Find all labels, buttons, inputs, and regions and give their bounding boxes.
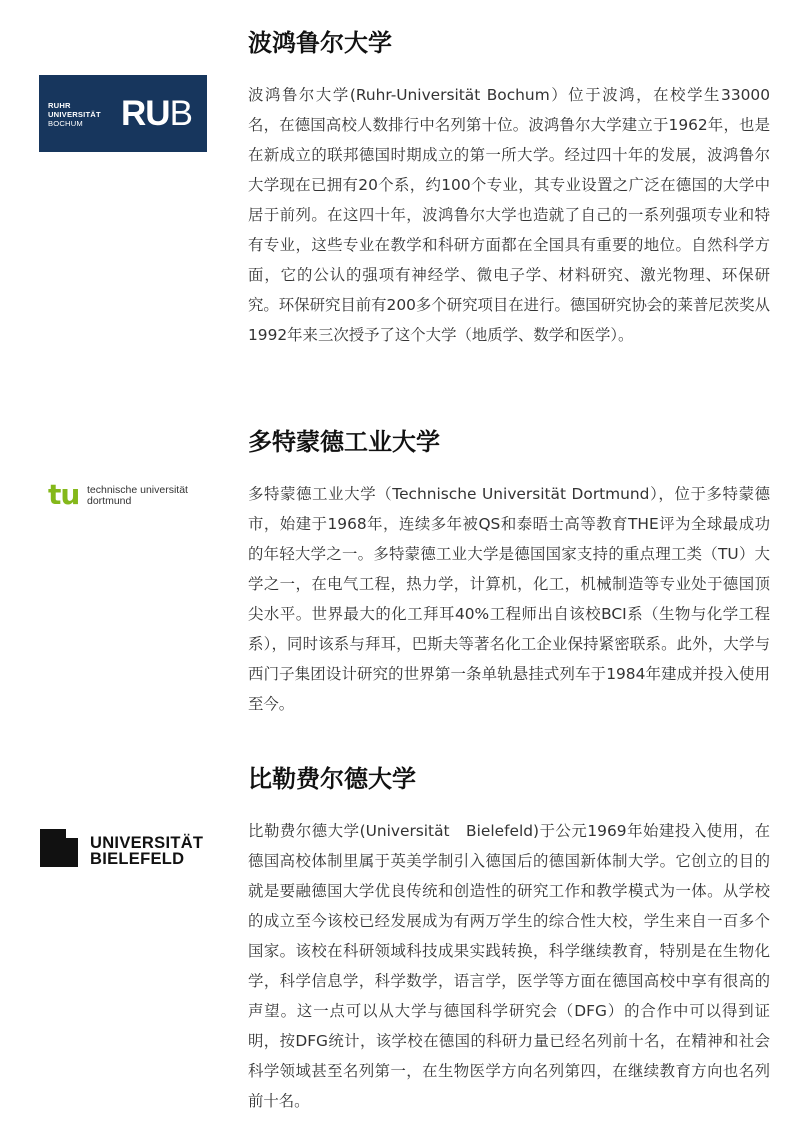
tu-logo-line-1: technische universität bbox=[87, 484, 188, 496]
rub-logo-mark-tail: B bbox=[169, 94, 192, 133]
rub-logo-mark bbox=[121, 94, 192, 134]
bielefeld-logo bbox=[40, 827, 210, 869]
rub-logo-wordmark bbox=[48, 101, 101, 128]
tu-logo-wordmark bbox=[87, 485, 188, 507]
bielefeld-logo-wordmark bbox=[90, 835, 203, 867]
tu-logo-line-2: dortmund bbox=[87, 495, 132, 507]
rub-logo-line-1: RUHR bbox=[48, 101, 71, 110]
rub-logo-mark-main: RU bbox=[121, 94, 170, 133]
university-title: 波鸿鲁尔大学 bbox=[248, 29, 392, 57]
bielefeld-logo-line-1: UNIVERSITÄT bbox=[90, 834, 204, 852]
university-description: 波鸿鲁尔大学(Ruhr-Universität Bochum）位于波鸿，在校学生33000名，在德国高校人数排行中名列第十位。波鸿鲁尔大学建立于1962年，也是在新成立的联邦德国时期成立的第一所大学。经过四十年的发展，波鸿鲁尔大学现在已拥有20个系，约100个专业，其专业设置之广泛在德国的大学中居于前列。在这四十年，波鸿鲁尔大学也造就了自己的一系列强项专业和特有专业，这些专业在教学和科研方面都在全国具有重要的地位。自然科学方面，它的公认的强项有神经学、微电子学、材料研究、激光物理、环保研究。环保研究目前有200多个研究项目在进行。德国研究协会的莱普尼茨奖从1992年来三次授予了这个大学（地质学、数学和医学）。 bbox=[248, 86, 770, 344]
rub-logo-line-3: BOCHUM bbox=[48, 119, 83, 128]
tu-dortmund-logo bbox=[48, 480, 218, 512]
bielefeld-logo-line-2: BIELEFELD bbox=[90, 850, 185, 868]
university-title: 比勒费尔德大学 bbox=[248, 765, 416, 793]
rub-logo bbox=[39, 75, 207, 152]
university-description: 多特蒙德工业大学（Technische Universität Dortmund），位于多特蒙德市，始建于1968年，连续多年被QS和泰晤士高等教育THE评为全球最成功的年轻大学之一。多特蒙德工业大学是德国国家支持的重点理工类（TU）大学之一，在电气工程，热力学，计算机，化工，机械制造等专业处于德国顶尖水平。世界最大的化工拜耳40%工程师出自该校BCI系（生物与化学工程系），同时该系与拜耳，巴斯夫等著名化工企业保持紧密联系。此外，大学与西门子集团设计研究的世界第一条单轨悬挂式列车于1984年建成并投入使用至今。 bbox=[248, 485, 770, 713]
bielefeld-logo-square bbox=[40, 829, 78, 867]
university-title: 多特蒙德工业大学 bbox=[248, 428, 440, 456]
university-description: 比勒费尔德大学(Universität Bielefeld)于公元1969年始建投入使用，在德国高校体制里属于英美学制引入德国后的德国新体制大学。它创立的目的就是要融德国大学优良传统和创造性的研究工作和教学模式为一体。从学校的成立至今该校已经发展成为有两万学生的综合性大校，学生来自一百多个国家。该校在科研领域科技成果实践转换，科学继续教育，特别是在生物化学，科学信息学，科学数学，语言学，医学等方面在德国高校中享有很高的声望。这一点可以从大学与德国科学研究会（DFG）的合作中可以得到证明，按DFG统计，该学校在德国的科研力量已经名列前十名，在精神和社会科学领域甚至名列第一，在生物医学方向名列第四，在继续教育方向也名列前十名。 bbox=[248, 822, 770, 1110]
rub-logo-line-2: UNIVERSITÄT bbox=[48, 110, 101, 119]
tu-logo-mark: tu bbox=[48, 478, 80, 511]
